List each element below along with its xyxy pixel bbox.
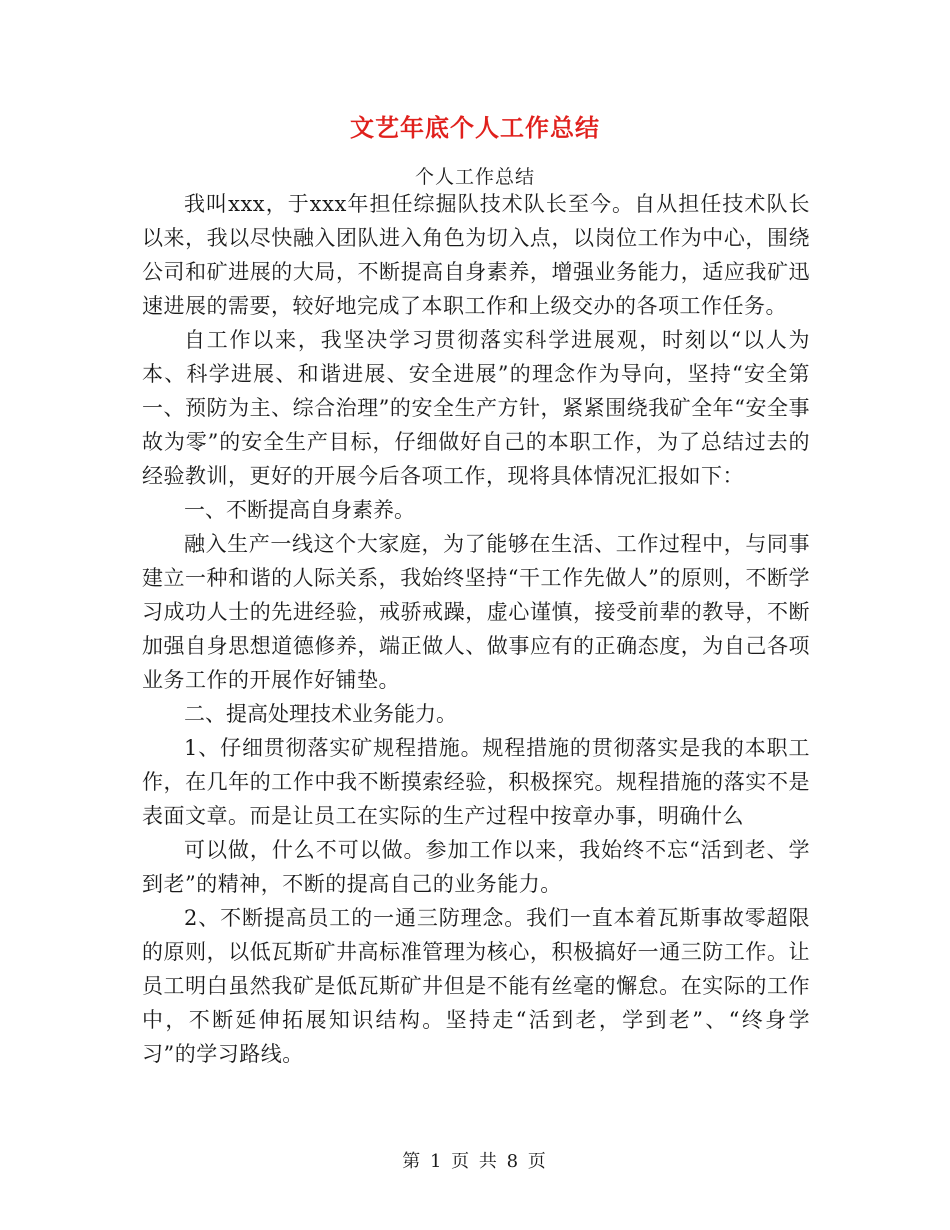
- document-body: [142, 187, 810, 1071]
- paragraph-item-2: 2、不断提高员工的一通三防理念。我们一直本着瓦斯事故零超限的原则，以低瓦斯矿井高标准管理为核心，积极搞好一通三防工作。让员工明白虽然我矿是低瓦斯矿井但是不能有丝毫的懈怠。在实际的工作中，不断延伸拓展知识结构。坚持走“活到老，学到老”、“终身学习”的学习路线。: [142, 906, 810, 1066]
- section-heading-1: 一、不断提高自身素养。: [184, 498, 415, 522]
- paragraph-item-1: 1、仔细贯彻落实矿规程措施。规程措施的贯彻落实是我的本职工作，在几年的工作中我不断摸索经验，积极探究。规程措施的落实不是表面文章。而是让员工在实际的生产过程中按章办事，明确什么: [142, 736, 810, 828]
- paragraph-section-1: 融入生产一线这个大家庭，为了能够在生活、工作过程中，与同事建立一种和谐的人际关系，我始终坚持“干工作先做人”的原则，不断学习成功人士的先进经验，戒骄戒躁，虚心谨慎，接受前辈的教导，不断加强自身思想道德修养，端正做人、做事应有的正确态度，为自己各项业务工作的开展作好铺垫。: [142, 532, 810, 692]
- page-footer: 第 1 页 共 8 页: [402, 1151, 548, 1172]
- document-title: 文艺年底个人工作总结: [350, 114, 600, 142]
- paragraph-overview: 自工作以来，我坚决学习贯彻落实科学进展观，时刻以“以人为本、科学进展、和谐进展、安全进展”的理念作为导向，坚持“安全第一、预防为主、综合治理”的安全生产方针，紧紧围绕我矿全年“安全事故为零”的安全生产目标，仔细做好自己的本职工作，为了总结过去的经验教训，更好的开展今后各项工作，现将具体情况汇报如下：: [142, 328, 810, 488]
- paragraph-item-1-continued: 可以做，什么不可以做。参加工作以来，我始终不忘“活到老、学到老”的精神，不断的提高自己的业务能力。: [142, 838, 810, 896]
- document-subtitle: 个人工作总结: [414, 166, 535, 188]
- paragraph-intro: 我叫xxx，于xxx年担任综掘队技术队长至今。自从担任技术队长以来，我以尽快融入团队进入角色为切入点，以岗位工作为中心，围绕公司和矿进展的大局，不断提高自身素养，增强业务能力，适应我矿迅速进展的需要，较好地完成了本职工作和上级交办的各项工作任务。: [142, 192, 810, 318]
- section-heading-2: 二、提高处理技术业务能力。: [184, 702, 457, 726]
